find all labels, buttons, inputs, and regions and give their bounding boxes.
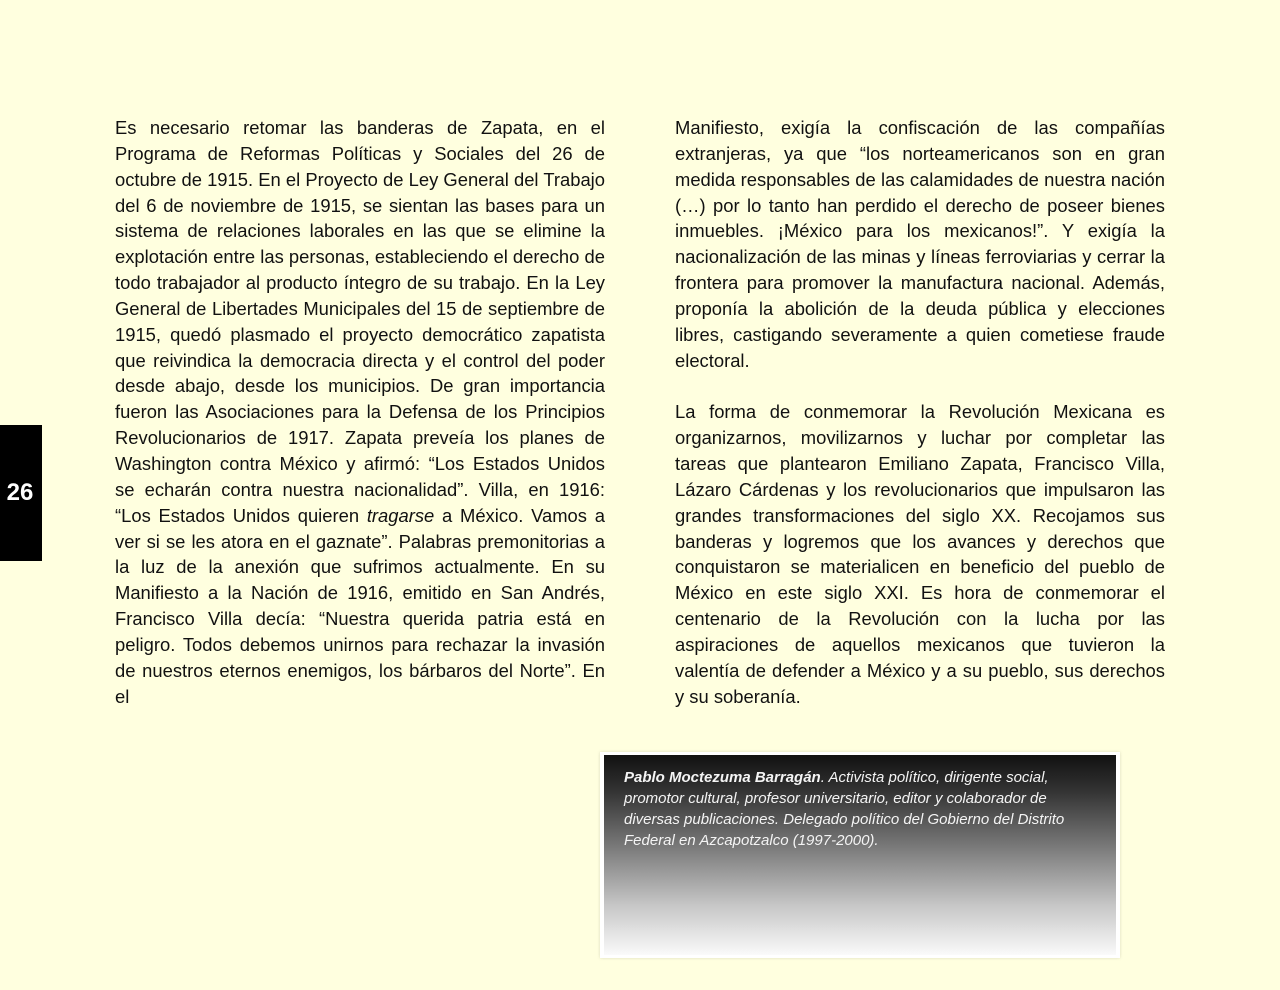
left-paragraph-text-2: a México. Vamos a ver si se les atora en el gaznate”. Palabras premonitorias a la luz de la anexión que sufrimos actualmente. En su Manifiesto a la Nación de 1916, emitido en San Andrés, Francisco Villa decía: “Nuestra querida patria está en peligro. Todos debemos unirnos para rechazar la invasión de nuestros eternos enemigos, los bárbaros del Norte”. En el bbox=[115, 504, 605, 707]
left-column bbox=[115, 115, 605, 709]
author-bio-box bbox=[600, 752, 1120, 958]
left-paragraph-italic: tragarse bbox=[366, 504, 435, 526]
left-paragraph-text-1: Es necesario retomar las banderas de Zapata, en el Programa de Reformas Políticas y Sociales del 26 de octubre de 1915. En el Proyecto de Ley General del Trabajo del 6 de noviembre de 1915, se sientan las bases para un sistema de relaciones laborales en las que se elimine la explotación entre las personas, estableciendo el derecho de todo trabajador al producto íntegro de su trabajo. En la Ley General de Libertades Municipales del 15 de septiembre de 1915, quedó plasmado el proyecto democrático zapatista que reivindica la democracia directa y el control del poder desde abajo, desde los municipios. De gran importancia fueron las Asociaciones para la Defensa de los Principios Revolucionarios de 1917. Zapata preveía los planes de Washington contra México y afirmó: “Los Estados Unidos se echarán contra nuestra nacionalidad”. Villa, en 1916: “Los Estados Unidos quieren bbox=[115, 117, 605, 526]
right-paragraph-1: Manifiesto, exigía la confiscación de las compañías extranjeras, ya que “los norteamericanos son en gran medida responsables de las calamidades de nuestra nación (…) por lo tanto han perdido el derecho de poseer bienes inmuebles. ¡México para los mexicanos!”. Y exigía la nacionalización de las minas y líneas ferroviarias y cerrar la frontera para promover la manufactura nacional. Además, proponía la abolición de la deuda pública y elecciones libres, castigando severamente a quien cometiese fraude electoral. bbox=[675, 117, 1165, 371]
page-number: 26 bbox=[6, 479, 34, 506]
author-name: Pablo Moctezuma Barragán bbox=[624, 769, 821, 786]
right-paragraph-2: La forma de conmemorar la Revolución Mexicana es organizarnos, movilizarnos y luchar por completar las tareas que plantearon Emiliano Zapata, Francisco Villa, Lázaro Cárdenas y los revolucionarios que impulsaron las grandes transformaciones del siglo XX. Recojamos sus banderas y logremos que los avances y derechos que conquistaron se materialicen en beneficio del pueblo de México en este siglo XXI. Es hora de conmemorar el centenario de la Revolución con la lucha por las aspiraciones de aquellos mexicanos que tuvieron la valentía de defender a México y a su pueblo, sus derechos y su soberanía. bbox=[675, 401, 1165, 707]
paragraph-gap bbox=[675, 373, 1165, 399]
left-paragraph bbox=[115, 115, 605, 709]
right-column bbox=[675, 115, 1165, 709]
author-bio-text: . Activista político, dirigente social, promotor cultural, profesor universitario, editor y colaborador de diversas publicaciones. Delegado político del Gobierno del Distrito Federal en Azcapotzalco (1997-2000). bbox=[624, 769, 1065, 849]
page-number-tab bbox=[0, 425, 42, 561]
author-bio-panel bbox=[604, 755, 1116, 955]
